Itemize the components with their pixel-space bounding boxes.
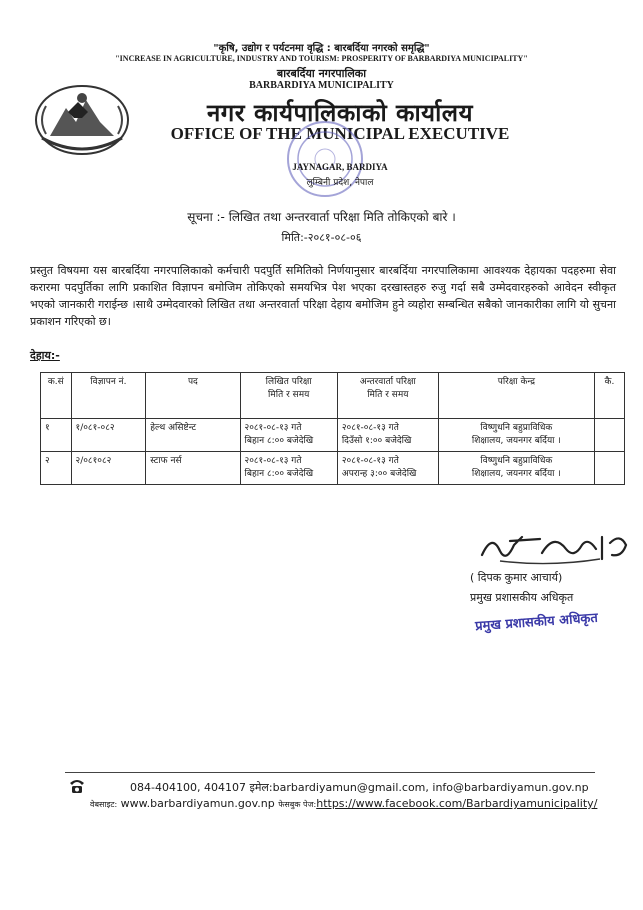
header-post: पद [146,373,240,419]
header-interview-exam [337,373,438,419]
footer-facebook-link[interactable]: https://www.facebook.com/Barbardiyamunicipality/ [316,797,598,810]
cell-interview-date: २०८१-०८-१३ गते [341,423,399,433]
footer-website-label: वेबसाइट: [90,800,118,809]
office-title-english: OFFICE OF THE MUNICIPAL EXECUTIVE [170,124,510,143]
footer-facebook-label: फेसबुक पेज: [278,800,317,809]
cell-written [240,452,337,485]
cell-ad-number: १/०८१-०८२ [71,419,146,452]
table-header-row [41,373,625,419]
cell-interview-time: दिउँसो १:०० बजेदेखि [341,436,412,446]
table-row [41,452,625,485]
cell-center-line1: विष्णुधनि बहुप्राविधिक [480,456,553,466]
footer-web [90,797,597,810]
cell-written [240,419,337,452]
motto-english: "INCREASE IN AGRICULTURE, INDUSTRY AND TOURISM: PROSPERITY OF BARBARDIYA MUNICIPALITY" [115,54,528,63]
notice-subject: सूचना :- लिखित तथा अन्तरवार्ता परिक्षा मिति तोकिएको बारे । [187,210,456,224]
exam-schedule-table [40,372,625,485]
header-interview-sub: मिति र समय [367,390,409,400]
cell-remarks [594,419,624,452]
cell-written-date: २०८१-०८-१३ गते [244,423,302,433]
signer-name: ( दिपक कुमार आचार्य) [470,571,563,584]
title-stamp: प्रमुख प्रशासकीय अधिकृत [474,610,599,635]
cell-interview-date: २०८१-०८-१३ गते [341,456,399,466]
cell-center-line2: शिक्षालय, जयनगर बर्दिया । [471,436,561,446]
header-serial: क.सं [41,373,72,419]
cell-interview [337,452,438,485]
header-ad-number: विज्ञापन नं. [71,373,146,419]
footer-website[interactable]: www.barbardiyamun.gov.np [120,797,275,810]
header-written-label: लिखित परिक्षा [265,377,312,387]
cell-written-time: बिहान ८:०० बजेदेखि [244,436,314,446]
address-nepali: लुम्बिनी प्रदेश, नेपाल [306,178,374,188]
cell-exam-center [438,452,594,485]
address-english: JAYNAGAR, BARDIYA [292,162,388,172]
municipality-name-nepali: बारबर्दिया नगरपालिका [276,67,367,80]
cell-center-line1: विष्णुधनि बहुप्राविधिक [480,423,553,433]
cell-post: स्टाफ नर्स [146,452,240,485]
office-title-nepali: नगर कार्यपालिकाको कार्यालय [206,99,474,127]
municipality-name-english: BARBARDIYA MUNICIPALITY [249,80,394,91]
cell-ad-number: २/०८१०८२ [71,452,146,485]
notice-body: प्रस्तुत विषयमा यस बारबर्दिया नगरपालिकाको कर्मचारी पदपुर्ति समितिको निर्णयानुसार बारबर्दिया नगरपालिकामा आवश्यक देहायका पदहरुमा सेवा करारमा पदपुर्तिका लागि प्रकाशित विज्ञापन बमोजिम तोकिएको समयभित्र पेश भएका दरखास्तहरु रुजु गर्दा सबै उम्मेदवारहरुको आवेदन स्वीकृत भएको जानकारी गराईन्छ ।साथै उम्मेदवारको लिखित तथा अन्तरवार्ता परिक्षा देहाय बमोजिम हुने व्यहोरा सम्बन्धित सबैको जानकारीका लागि यो सुचना प्रकाशन गरिएको छ। [30,264,616,328]
motto-nepali: "कृषि, उद्योग र पर्यटनमा वृद्धि : बारबर्दिया नगरको समृद्धि" [213,43,430,54]
footer-emails[interactable]: barbardiyamun@gmail.com, info@barbardiyamun.gov.np [272,781,589,794]
cell-written-date: २०८१-०८-१३ गते [244,456,302,466]
handwritten-signature [470,515,640,570]
cell-remarks [594,452,624,485]
footer-email-label: इमेल: [249,781,273,794]
footer-phone: 084-404100, 404107 [130,781,246,794]
notice-date: मिति:-२०८१-०८-०६ [281,231,362,244]
cell-interview-time: अपरान्ह ३:०० बजेदेखि [341,469,417,479]
cell-serial: २ [41,452,72,485]
table-row [41,419,625,452]
footer-contact [130,780,589,795]
phone-icon [68,778,86,794]
cell-exam-center [438,419,594,452]
cell-center-line2: शिक्षालय, जयनगर बर्दिया । [471,469,561,479]
nepal-emblem-icon [28,78,136,160]
footer-divider [65,772,595,773]
cell-interview [337,419,438,452]
list-heading: देहाय:- [30,349,60,362]
signer-title: प्रमुख प्रशासकीय अधिकृत [470,591,574,604]
cell-serial: १ [41,419,72,452]
header-written-exam [240,373,337,419]
cell-post: हेल्थ असिष्टेन्ट [146,419,240,452]
header-written-sub: मिति र समय [268,390,310,400]
header-exam-center: परिक्षा केन्द्र [438,373,594,419]
header-remarks: कै. [594,373,624,419]
cell-written-time: बिहान ८:०० बजेदेखि [244,469,314,479]
header-interview-label: अन्तरवार्ता परिक्षा [359,377,416,387]
